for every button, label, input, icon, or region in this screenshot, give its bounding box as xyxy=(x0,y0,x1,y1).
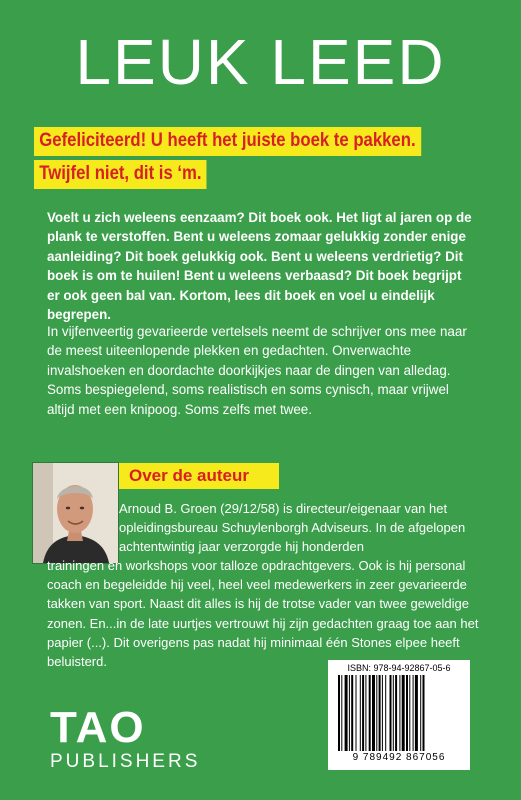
publisher-logo-name: PUBLISHERS xyxy=(50,751,201,772)
publisher-logo-tao: TAO xyxy=(50,703,146,752)
description-paragraph: In vijfenveertig gevarieerde vertelsels neemt de schrijver ons mee naar de meest uiteenlopende plekken en gedachten. Onverwachte invalshoeken en doordachte doorkijkjes naar de dingen van alledag. Soms bespiegelend, soms realistisch en soms cynisch, maar vrijwel altijd met een knipoog. Soms zelfs met twee. xyxy=(47,324,467,417)
isbn-label: ISBN: 978-94-92867-05-6 xyxy=(347,663,451,673)
barcode xyxy=(328,660,470,770)
highlight-line-2: Twijfel niet, dit is ‘m. xyxy=(34,160,207,189)
highlight-line-1: Gefeliciteerd! U heeft het juiste boek te pakken. xyxy=(34,127,421,156)
author-bio-first: Arnoud B. Groen (29/12/58) is directeur/eigenaar van het opleidingsbureau Schuylenborgh Adviseurs. In de afgelopen achtentwintig jaar verzorgde hij honderden xyxy=(119,501,466,555)
barcode-icon xyxy=(338,675,460,751)
publisher-logo xyxy=(50,703,230,772)
book-title: LEUK LEED xyxy=(75,26,446,98)
author-photo xyxy=(32,462,119,564)
barcode-number: 9 789492 867056 xyxy=(352,752,446,763)
about-author-label: Over de auteur xyxy=(119,463,279,489)
intro-paragraph: Voelt u zich weleens eenzaam? Dit boek ook. Het ligt al jaren op de plank te verstoffen. Bent u weleens zomaar gelukkig zonder enige aanleiding? Dit boek gelukkig ook. Bent u weleens verdrietig? Dit boek is om te huilen! Bent u weleens verbaasd? Dit boek begrijpt er ook geen bal van. Kortom, lees dit boek en voel u eindelijk begrepen. xyxy=(47,210,472,323)
author-bio-rest: trainingen en workshops voor talloze opdrachtgevers. Ook is hij personal coach en begeleidde hij veel, heel veel medewerkers in zeer gevarieerde takken van sport. Naast dit alles is hij de trotse vader van twee geweldige zonen. En...in de late uurtjes vertrouwt hij zijn gedachten graag toe aan het papier (...). Dit overigens pas nadat hij minimaal één Stones elpee heeft beluisterd. xyxy=(47,558,479,670)
author-portrait-icon xyxy=(33,463,118,563)
